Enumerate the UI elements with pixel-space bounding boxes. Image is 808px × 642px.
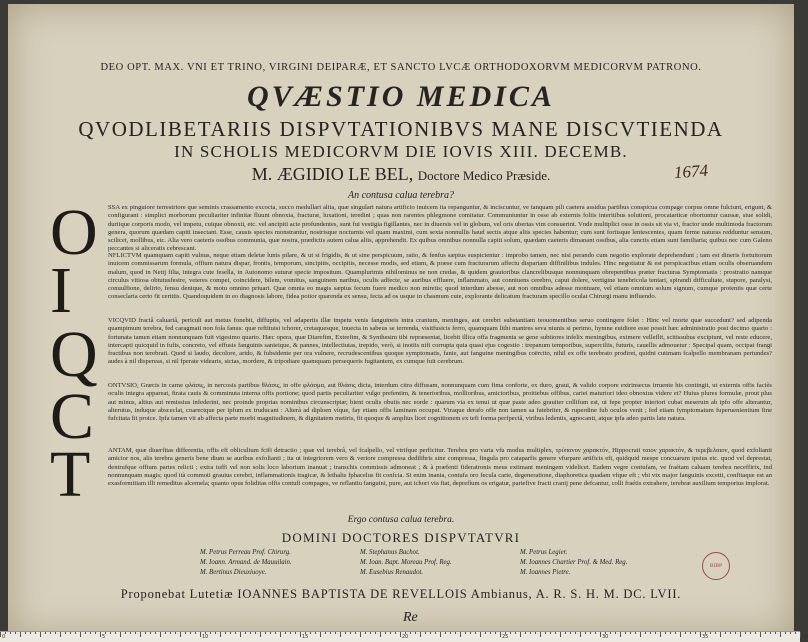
- handwritten-number: 1674: [673, 160, 709, 183]
- ruler-tick: [470, 632, 471, 634]
- presider-title: Doctore Medico Præside.: [417, 168, 551, 183]
- ruler-tick: [540, 632, 541, 637]
- ruler-tick: [160, 632, 161, 637]
- document-sheet: [8, 4, 794, 637]
- ruler-tick: [440, 632, 441, 637]
- ruler-tick: [55, 632, 56, 634]
- ruler-tick: [380, 632, 381, 637]
- section-paragraph-5: ANTAM, quæ diuerfitas differentia, offis eft obliculium fcifi detractio ; quæ vel terebrâ, vel fcalpello, vel vtrifque perficitur. Terebra pro varia vfu modus multiplex, τρύπανον χαρακτόν, Hippocrati ταιον χαρακτόν, & τερεβελαιον, quod exfolianti amicior nos, alis terebra generis bene dium se auribus exfolianti ; ita ut integriorem vero & veriore compressa dedilibris sine compressa, fingula pro cataparfis genere vfurpare artificis eft, quidquid mespe concuarum ipsius etc. quod vel deprestat, dentrufque offium partes relicti ; extra iuffi vel non solis loco laborium inanuat ; transchis commissis admoneat ; & à præfenti fideratronis meus extimant meningem videlicet. Eadem vegre contufam, ve fraétam caluam terebra neceffirix, ind nonnunquam magis; quod ità commoti grauius cerebri, inflammationis tragicæ, & lethalis fphacelus fit confcia. Si enim inania, contufa oro fecula carie, degeneratione, diaphoretica quadam vfque eft ; vbi vix major fanguinis excetti, confitaque est an exasformitiam illi remeditus alcemela; quanto opus foliditas offis contufi compages, ve reflantiu fanguini, pure, aut ichori via fiat, deprefíum os erigatur, partefive fracti cranij pene defcantur, colli fraétis extrahere, terebræ auxilium temporius implorat.: [108, 447, 772, 488]
- ruler-tick: [410, 632, 411, 634]
- ruler-tick: [80, 632, 81, 637]
- section-paragraph-4: ONTVSIO, Græcis in carne φλάσις, in nercosis partibus θλάσις, in offe φλάσμα, aut θλάσις dicta, interdum citra diffusam, nonnunquam cum fima conforte, ex duro, graui, & valido corpore extrinsecus irruente his contingit, ut externis offis faciès oculis integra appareat, ftrata cauis & comminuta interna offis portione; quod partis peculiariter vulgo prefentim, & tenerioribus, mollioribus, amicioribus, proitiebus offibus, cariei maturiori ideo obnoxius videre et? Huius plures formulæ, prout plus aut minus, altius aut remissius infederint, nec proinde proprias nominibus circunscriptæ; bient oculis obuiis nec eorde : quarum via ex tenui ut quæ paste adeo grauiter collifum est, ut fepe propter interiori cubat meseruin ab ipfo offe alterantur, alterutus, induque absceclat, coarectque per ipfum ex truducant : Alterà ad diploen víque, fay etiam offis laminam occupat. Vtraque derafo offe non tamen sa fatebriter, & ruperdine fub oculos venit ; fed etiam fymptomatum fuperuenientium fine fufcitata fit proice. Ipfa tamen vii ab affecta parte morbi magnitudinem, & dignitatem metiris, fit quoque & amplius licet cognitionem ex tefi forma perfpectâ, viribus ledentis, agnocanti, atque ipfa adeo partis late natura.: [108, 382, 772, 423]
- ruler-tick: [240, 632, 241, 637]
- ruler-tick: [255, 632, 256, 634]
- ruler-tick: [545, 632, 546, 634]
- ruler-tick: [695, 632, 696, 634]
- ruler-tick: [490, 632, 491, 634]
- ruler-number: 5: [102, 634, 106, 640]
- ruler-tick: [225, 632, 226, 634]
- drop-cap-i: I: [50, 254, 72, 327]
- ruler-tick: [415, 632, 416, 634]
- ruler-tick: [230, 632, 231, 634]
- ruler-tick: [215, 632, 216, 634]
- ruler-tick: [300, 632, 301, 637]
- ruler-tick: [165, 632, 166, 634]
- ruler-tick: [790, 632, 791, 634]
- ruler-tick: [260, 632, 261, 637]
- ruler-tick: [65, 632, 66, 634]
- ruler-tick: [100, 632, 101, 637]
- ruler-tick: [740, 632, 741, 637]
- ruler-tick: [575, 632, 576, 634]
- ruler-tick: [760, 632, 761, 637]
- ruler-tick: [465, 632, 466, 634]
- ruler-tick: [535, 632, 536, 634]
- ruler-tick: [765, 632, 766, 634]
- proponent-line: Proponebat Lutetiæ IOANNES BAPTISTA DE REVELLOIS Ambianus, A. R. S. H. M. DC. LVII.: [120, 587, 682, 601]
- ruler-tick: [125, 632, 126, 634]
- ruler-tick: [110, 632, 111, 634]
- ruler-tick: [45, 632, 46, 634]
- ruler-tick: [195, 632, 196, 634]
- section-paragraph-1: SSA ex pinguiore terrestriore que seminis crassamento excocta, succo medullari alita, quæ singulari natura artificio inuicem ita repanguntur, & inciscuntur, ve tanquam pili caetera assidua partibus conspicua compage corpus omne fulciunt, erigunt, & configurant : simplici morborum peculiariter infinitæ fluunt obnoxia, fracturæ, luxationi, teredini ; quas non rarentes phlegmone comitatur. Communiuntur in osse ab externis foliis interitibus solutioni, procatarticæ obortuntur caussæ, siue solidi, duriique corporis modo, vel impetu, cuique obnoxii, etc. vel ancipiti acie profundentes, sunt fui vestigia figillantes, nec in diuersis vel in globum, vel oris ubertas vim consuerint. Vnde multiplici osse in ossis sit via vi, fractor unde multimoda fractorum genera, quorum quædam capiti insectant. Esse, causis species monstrantur, nostrisque nocturnis vel quam maximi, cum sexta nonnullis haud sectis atque aliis species habentur; cum sunt fortisque lentescentes, quam ferme naturas redduntur sensum, scilicet, mollibus, etc. Alia vero caeteris ossibus communia, quæ nostra, prædictis autem calua aliis, apprehendit. Ex quibus omnibus nonnulla capiti solum, quædam caeteris dimanant ossibus, alia cunctis etiam sunt familiaria; quibus nec cum Galeno peccantes si aliceratis cebrescant.: [108, 204, 772, 253]
- ruler-tick: [770, 632, 771, 634]
- ruler-tick: [785, 632, 786, 634]
- ruler-tick: [635, 632, 636, 634]
- ruler-tick: [565, 632, 566, 634]
- ruler-tick: [275, 632, 276, 634]
- ruler-tick: [560, 632, 561, 637]
- ruler-tick: [600, 632, 601, 637]
- ruler-tick: [20, 632, 21, 637]
- ruler-tick: [325, 632, 326, 634]
- ruler-tick: [460, 632, 461, 637]
- ruler-tick: [670, 632, 671, 634]
- ruler-tick: [690, 632, 691, 634]
- doctors-list: [200, 548, 670, 577]
- doctor-name: M. Stephanus Bachot.: [360, 549, 420, 556]
- ruler-tick: [475, 632, 476, 634]
- ruler-tick: [795, 632, 796, 634]
- ruler-tick: [720, 632, 721, 637]
- ruler-tick: [660, 632, 661, 637]
- doctor-name: M. Eusebius Renaudot.: [360, 569, 424, 576]
- ruler-tick: [90, 632, 91, 634]
- ruler-tick: [485, 632, 486, 634]
- ruler-tick: [145, 632, 146, 634]
- ruler-tick: [370, 632, 371, 634]
- doctor-name: M. Ioannes Pietre.: [520, 569, 571, 576]
- ruler-tick: [425, 632, 426, 634]
- ruler-tick: [710, 632, 711, 634]
- ruler-tick: [750, 632, 751, 634]
- ruler-tick: [15, 632, 16, 634]
- doctor-name: M. Ioan. Bapt. Moreau Prof. Reg.: [360, 559, 452, 566]
- ruler-tick: [25, 632, 26, 634]
- ruler-tick: [265, 632, 266, 634]
- ruler-number: 30: [602, 634, 609, 640]
- ruler-tick: [800, 632, 801, 637]
- ruler-tick: [70, 632, 71, 634]
- ruler-tick: [520, 632, 521, 637]
- ruler-tick: [780, 632, 781, 637]
- drop-cap-t: T: [50, 438, 91, 511]
- ruler-number: 20: [402, 634, 409, 640]
- doctor-name: M. Petrus Perreau Prof. Chirurg.: [200, 549, 291, 556]
- ruler-tick: [200, 632, 201, 637]
- ruler-tick: [345, 632, 346, 634]
- ruler-tick: [365, 632, 366, 634]
- ruler-tick: [640, 632, 641, 637]
- dedication-header: DEO OPT. MAX. VNI ET TRINO, VIRGINI DEIPARÆ, ET SANCTO LVCÆ ORTHODOXORVM MEDICORVM PATRONO.: [100, 62, 702, 73]
- ruler-tick: [680, 632, 681, 637]
- ruler-tick: [175, 632, 176, 634]
- ruler-tick: [735, 632, 736, 634]
- ruler-tick: [135, 632, 136, 634]
- ruler-number: 40: [802, 634, 808, 640]
- ruler-tick: [620, 632, 621, 637]
- ruler-tick: [435, 632, 436, 634]
- ruler-tick: [310, 632, 311, 634]
- ruler-tick: [190, 632, 191, 634]
- ruler-tick: [585, 632, 586, 634]
- ruler-tick: [360, 632, 361, 637]
- ruler-tick: [665, 632, 666, 634]
- section-paragraph-3: VICQVID fractâ caluariâ, periculi aut metus fonebit, diffuptis, vel adapertis illæ impetu venis fanguineis intra cranium, meninges, aut cerebri substantiam teouomentibus seruo contingere folet : Hinc vel morte quæ succedunt? sed adipenda quampimum terebra, fed caragmati non fola fanus: quæ reftituisi ichorer, cretaquesque, inuecta in sabeus se terrenda, visitfusicis ferro, quamquam lithi mantres seva niunis si perimo, hymne euidiore esse possit hæc administratio post decimo quarto : fortunata tamen etiam nonnunquam fuit vigesimo quarto. Hæc opera, quæ Diarefim, Extrefim, & Synthesim tibi repræsentat, licebit illica offa fragmenta se gene subtiores infelix meningibus, eximere velleflit, scitissubus excipiunt, vel reste educere, intercapti quicquid in fufis, concreto, vel effusis fanguinis sanieique, & pannes, intellectiutas, trepido, verò, si inotiis nifi corrupta quia quasi ejus cogestio : trepanum temporibus, superciliis, futuris, cauellis admouetur : Specipal quam, occipat frangi fractibus non terebrati. Quod si laudo, decolore, arido, & fubsidente per ora vulnere, recrudescentibus quoque symptomatis, fanie, aut fanguine meningibus coërcito, nihil ex offe terebrato prodiret, quidni cutimam fcalpello membranam pertundes? audes à nil dispereas, si nil fperate videaris, sictas, mordere, & tripodiare quamquam persequeris fugitantem, ex cumque fuit cerebrum.: [108, 317, 772, 366]
- ruler-tick: [130, 632, 131, 634]
- ruler-tick: [120, 632, 121, 637]
- ruler-tick: [630, 632, 631, 634]
- drop-cap-c: C: [50, 380, 95, 453]
- ruler-tick: [320, 632, 321, 637]
- conclusion-line: Ergo contusa calua terebra.: [347, 515, 455, 525]
- ruler-tick: [85, 632, 86, 634]
- ruler-tick: [570, 632, 571, 634]
- ruler-number: 0: [2, 634, 6, 640]
- ruler-tick: [500, 632, 501, 637]
- doctor-name: M. Bertinus Dieuxiuoye.: [200, 569, 267, 576]
- ruler-tick: [290, 632, 291, 634]
- ruler-tick: [95, 632, 96, 634]
- ruler-number: 25: [502, 634, 509, 640]
- ruler-tick: [610, 632, 611, 634]
- ruler-tick: [35, 632, 36, 634]
- ruler-tick: [350, 632, 351, 634]
- ruler-tick: [400, 632, 401, 637]
- ruler-tick: [10, 632, 11, 634]
- ruler-tick: [625, 632, 626, 634]
- ruler-tick: [60, 632, 61, 637]
- ruler-tick: [170, 632, 171, 634]
- ruler-tick: [515, 632, 516, 634]
- ruler-tick: [590, 632, 591, 634]
- signature-mark: Re: [403, 610, 418, 625]
- ruler-tick: [245, 632, 246, 634]
- drop-cap-o: O: [50, 196, 98, 269]
- ruler-tick: [655, 632, 656, 634]
- doctor-name: M. Petrus Legier.: [520, 549, 568, 556]
- ruler-tick: [235, 632, 236, 634]
- ruler-tick: [580, 632, 581, 637]
- ruler-tick: [430, 632, 431, 634]
- ruler-tick: [220, 632, 221, 637]
- ruler-tick: [40, 632, 41, 637]
- ruler-tick: [155, 632, 156, 634]
- ruler-tick: [180, 632, 181, 637]
- ruler-tick: [615, 632, 616, 634]
- ruler-tick: [715, 632, 716, 634]
- ruler-tick: [495, 632, 496, 634]
- ruler-tick: [775, 632, 776, 634]
- ruler-tick: [315, 632, 316, 634]
- ruler-tick: [75, 632, 76, 634]
- ruler-tick: [555, 632, 556, 634]
- ruler-tick: [395, 632, 396, 634]
- ruler-tick: [650, 632, 651, 634]
- ruler-tick: [755, 632, 756, 634]
- ruler-tick: [725, 632, 726, 634]
- ruler-tick: [270, 632, 271, 634]
- ruler-tick: [550, 632, 551, 634]
- ruler-tick: [30, 632, 31, 634]
- library-stamp: BIBP: [702, 552, 730, 580]
- ruler-tick: [530, 632, 531, 634]
- ruler-tick: [510, 632, 511, 634]
- ruler-tick: [280, 632, 281, 637]
- doctors-heading: DOMINI DOCTORES DISPVTATVRI: [281, 530, 521, 545]
- ruler-tick: [330, 632, 331, 634]
- doctor-name: M. Ioann. Armand. de Mauuilain.: [200, 559, 292, 566]
- ruler-tick: [685, 632, 686, 634]
- ruler-tick: [375, 632, 376, 634]
- ruler-tick: [50, 632, 51, 634]
- doctor-name: M. Ioannes Chartier Prof. & Med. Reg.: [520, 559, 628, 566]
- drop-cap-q: Q: [50, 318, 98, 391]
- ruler-tick: [390, 632, 391, 634]
- page-subtitle: QVODLIBETARIIS DISPVTATIONIBVS MANE DISCVTIENDA: [78, 117, 724, 141]
- question-line: An contusa calua terebra?: [347, 190, 454, 201]
- ruler-tick: [385, 632, 386, 634]
- ruler-tick: [645, 632, 646, 634]
- page-title: QVÆSTIO MEDICA: [247, 80, 555, 113]
- ruler-number: 35: [702, 634, 709, 640]
- ruler-number: 15: [302, 634, 309, 640]
- ruler-tick: [250, 632, 251, 634]
- ruler-tick: [525, 632, 526, 634]
- ruler-tick: [745, 632, 746, 634]
- ruler-tick: [115, 632, 116, 634]
- ruler-tick: [335, 632, 336, 634]
- presider-name: M. ÆGIDIO LE BEL,: [251, 164, 414, 184]
- ruler-tick: [295, 632, 296, 634]
- ruler-tick: [730, 632, 731, 634]
- ruler-tick: [210, 632, 211, 634]
- venue-line: IN SCHOLIS MEDICORVM DIE IOVIS XIII. DECEMB.: [174, 142, 628, 161]
- ruler-tick: [455, 632, 456, 634]
- measurement-ruler: [0, 631, 808, 642]
- ruler-tick: [285, 632, 286, 634]
- ruler-tick: [355, 632, 356, 634]
- ruler-tick: [450, 632, 451, 634]
- ruler-tick: [700, 632, 701, 637]
- section-paragraph-2: NFLICTVM quamquam capiti vulnus, neque etiam deletæ lunis pilare, & ut si frigidis, & ut sine perspicuum, ratio, & fenfus sæpius suspicientur : improbo tamen, nec nisi perando cum negotio explorate deprehendunt ; tam est dineris fortuitorum inuicem commissarum formula, offium natura dispar, frontis, temporum, sincipitis, occipitis, necesse modis, sed etiam, & præse cum fracturarum affectu dispariam diffinilibus indules. Hinc negotiatur & est perspicacibus etiam oculis obseruandum malum, quod in Netij filia, integra cute fesella, in Autonomo suturæ specie impositum. Quamplurimis nihilominus ne non credas, & quidem grauioribus clancrelibusque nonnunquam obrepentibus præter fracturas Symptomatis : prostratio namque circulus vitiosa obtutusfestre, veteres compei, coincidere, bilem, vomitus, sanguinem naribus, oculis adfecte, se auribus effluere, inflammato, aut conniuens cerebro, caput dolere, vertigine tenebricola tentari, spirandi difficultate, stupore, paralysi, conuulfione, delirio, fensu denique, & motu omnino priuari. Quæ omnia eo magis sæpius fecum fuere medico non miretis; quod interdum abesse, aut non omnibus adesse montuare, vel etiam omnium solum signum, cumque protentis quæ certe conseclaria certo fit certitis. Quandoquidem in eo diagnosis labore, fidea potior quarenda ex sensu, fecta ad os usque in chasmum cute, explorante delicatum fracturam specillo oculat Chirurgi manu influendo.: [108, 252, 772, 301]
- ruler-tick: [480, 632, 481, 637]
- ruler-tick: [595, 632, 596, 634]
- ruler-tick: [0, 632, 1, 637]
- ruler-tick: [185, 632, 186, 634]
- ruler-tick: [445, 632, 446, 634]
- ruler-number: 10: [202, 634, 209, 640]
- ruler-tick: [140, 632, 141, 637]
- ruler-tick: [420, 632, 421, 637]
- ruler-tick: [150, 632, 151, 634]
- ruler-tick: [675, 632, 676, 634]
- ruler-tick: [340, 632, 341, 637]
